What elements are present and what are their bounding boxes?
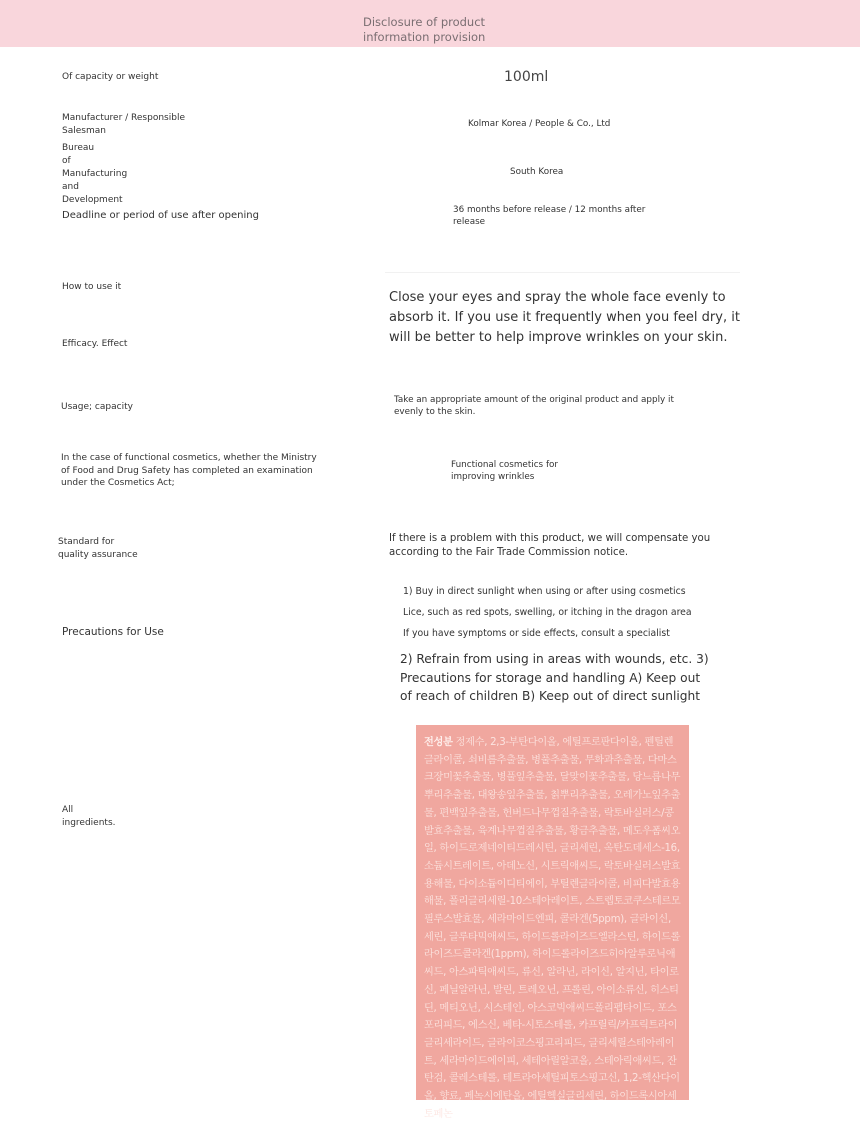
bureau-label: Bureau of Manufacturing and Development [62,143,128,205]
functional-cosmetics-label: In the case of functional cosmetics, whether the Ministry of Food and Drug Safety has completed an examination under the Cosmetics Act; [61,453,317,488]
section-divider [385,272,740,273]
deadline-value: 36 months before release / 12 months after release [453,205,646,227]
precautions-line-3: If you have symptoms or side effects, consult a specialist [403,628,670,639]
manufacturer-label: Manufacturer / Responsible Salesman [62,113,185,136]
precautions-line-1: 1) Buy in direct sunlight when using or after using cosmetics [403,586,686,597]
page-title: Disclosure of product information provision [363,15,486,44]
usage-label: Usage; capacity [61,402,133,412]
quality-assurance-label: Standard for quality assurance [58,537,138,560]
precautions-line-2: Lice, such as red spots, swelling, or itching in the dragon area [403,607,692,618]
deadline-label: Deadline or period of use after opening [62,210,259,221]
quality-assurance-value: If there is a problem with this product, we will compensate you according to the Fair Trade Commission notice. [389,533,711,558]
functional-cosmetics-value: Functional cosmetics for improving wrinkles [451,460,559,482]
ingredients-heading: 전성분 [424,737,453,748]
ingredients-label: All ingredients. [62,805,116,828]
how-to-use-label: How to use it [62,282,122,292]
precautions-label: Precautions for Use [62,626,164,638]
capacity-value: 100ml [504,69,549,85]
efficacy-label: Efficacy. Effect [62,339,128,349]
header-banner [0,0,860,47]
capacity-label: Of capacity or weight [62,72,159,82]
how-to-use-value: Close your eyes and spray the whole face evenly to absorb it. If you use it frequently when you feel dry, it will be better to help improve wrinkles on your skin. [389,290,740,345]
bureau-value: South Korea [510,167,564,177]
manufacturer-value: Kolmar Korea / People & Co., Ltd [468,119,611,129]
ingredients-list [424,734,682,1123]
ingredients-text: 정제수, 2,3-부탄다이올, 에틸프로판다이올, 펜틸렌글라이콜, 쇠비름추출물, 병풀추출물, 무화과추출물, 다마스크장미꽃추출물, 병풀잎추출물, 달맞이꽃추출물, 당느릅나무뿌리추출물, 대왕송잎추출물, 칡뿌리추출물, 오레가노잎추출물, 편백잎추출물, 헌버드나무껍질추출물, 락토바실러스/콩발효추출물, 육계나무껍질추출물, 황금추출물, 메도우폼씨오일, 하이드로제네이티드레시틴, 글리세린, 옥탄도데세스-16, 소듐시트레이트, 아데노신, 시트릭애씨드, 락토바실러스발효용해물, 다이소듐이디티에이, 부틸렌글라이콜, 비피다발효용해물, 폴리글리세릴-10스테아레이트, 스트렙토코쿠스테르모필루스발효물, 세라마이드엔피, 콜라겐(5ppm), 글라이신, 세린, 글루타믹애씨드, 하이드롤라이즈드엘라스틴, 하이드롤라이즈드콜라겐(1ppm), 하이드롤라이즈드히아알루로닉애씨드, 아스파틱애씨드, 류신, 알라닌, 라이신, 알지닌, 타이로신, 페닐알라닌, 발린, 트레오닌, 프롤린, 아이소류신, 히스티딘, 메티오닌, 시스테인, 아스코빅애씨드폴리펩타이드, 포스포리피드, 에스신, 베타-시토스테롤, 카프릴릭/카프릭트라이글리세라이드, 글라이코스핑고리피드, 글리세릴스테아레이트, 세라마이드에이피, 세테아릴알코올, 스테아릭애씨드, 잔탄검, 콜레스테롤, 테트라아세틸피토스핑고신, 1,2-헥산다이올, 향료, 페녹시에탄올, 에틸헥실글리세린, 하이드록시아세토페논 [424,737,681,1120]
ingredients-image-panel [416,725,689,1120]
usage-value: Take an appropriate amount of the original product and apply it evenly to the skin. [394,395,674,417]
precautions-line-4: 2) Refrain from using in areas with wounds, etc. 3) Precautions for storage and handling A) Keep out of reach of children B) Keep out of direct sunlight [400,652,709,703]
